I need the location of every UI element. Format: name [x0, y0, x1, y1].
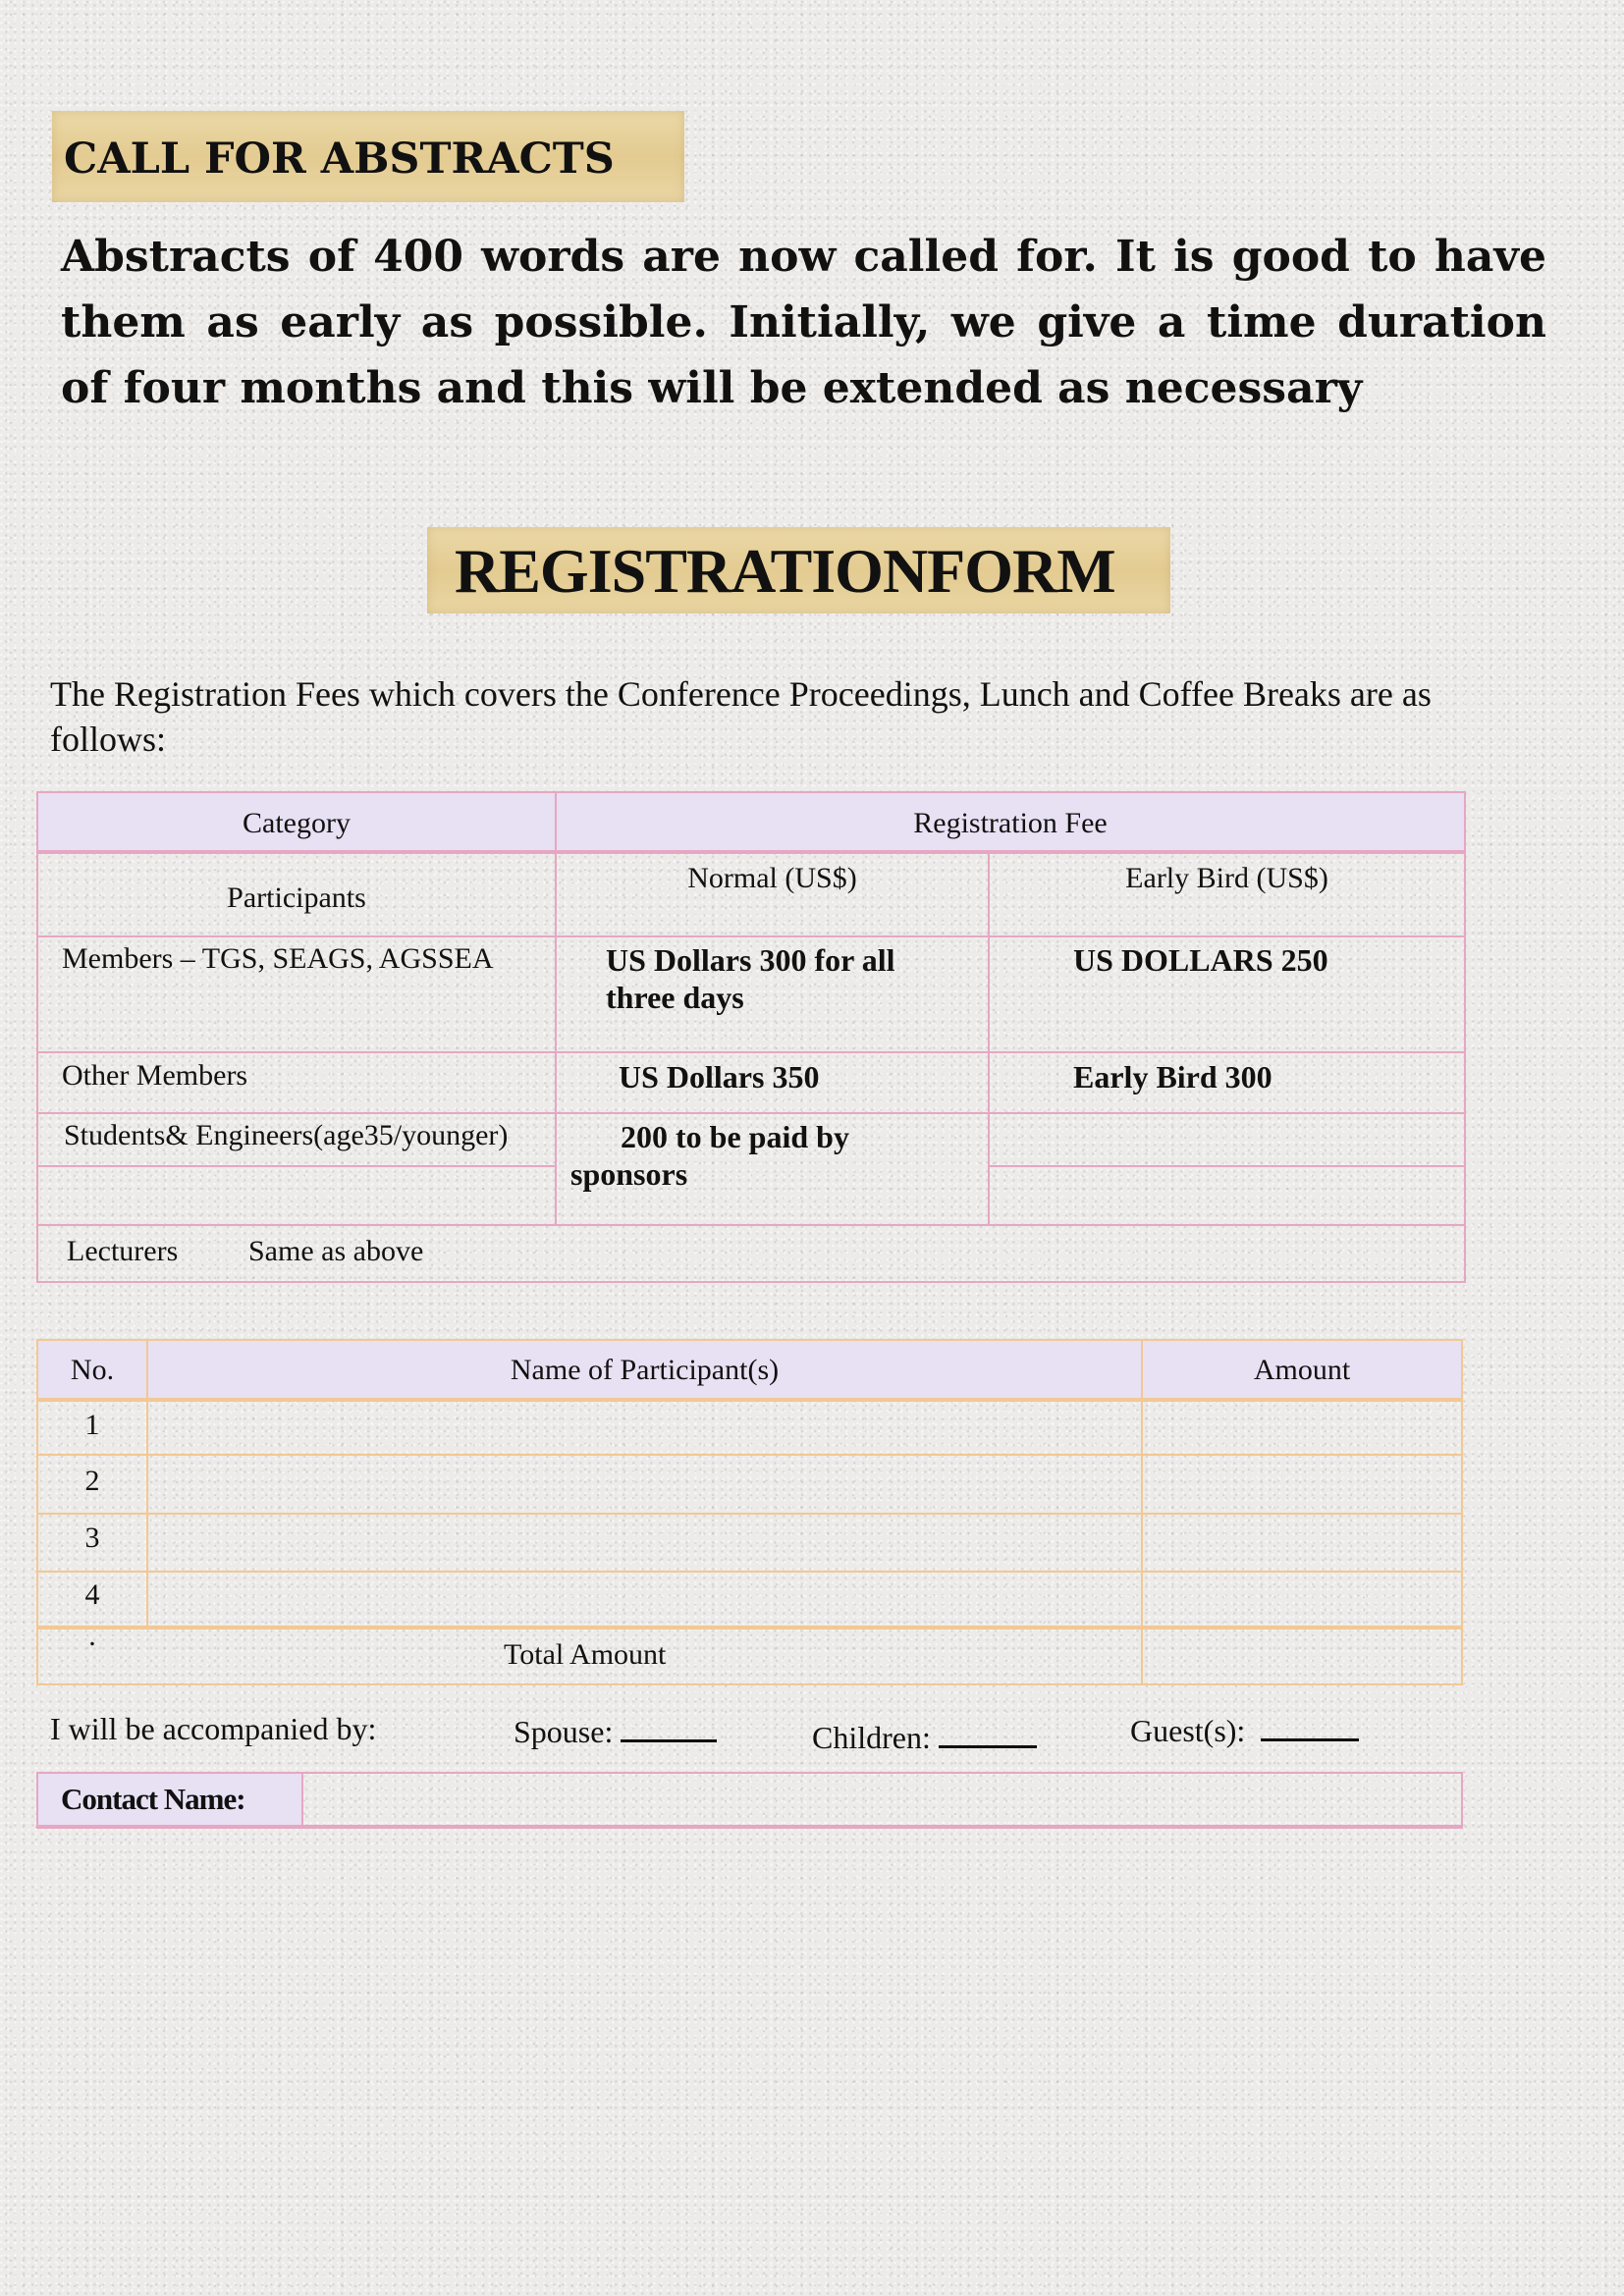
participant-name-header: Name of Participant(s) [510, 1354, 780, 1386]
spouse-field[interactable] [514, 1712, 717, 1750]
fees-border [36, 791, 38, 1283]
fee-row-normal: 200 to be paid by [621, 1119, 849, 1154]
lecturers-label: Lecturers [67, 1235, 179, 1267]
contact-border [36, 1772, 1463, 1774]
guests-blank[interactable] [1261, 1711, 1359, 1741]
total-amount-label: Total Amount [504, 1638, 667, 1671]
spouse-blank[interactable] [621, 1712, 717, 1742]
participant-row-number: 4 [84, 1578, 100, 1611]
participant-row-number: 2 [84, 1465, 100, 1497]
registration-form-heading: REGISTRATIONFORM [427, 527, 1170, 614]
contact-name-input[interactable] [304, 1775, 1460, 1825]
normal-fee-subheader: Normal (US$) [687, 862, 857, 894]
lecturers-value: Same as above [248, 1235, 424, 1267]
fees-border [555, 791, 557, 1225]
fee-row-category: Other Members [62, 1059, 248, 1092]
total-amount-cell[interactable] [1143, 1629, 1461, 1683]
fees-border [36, 791, 1466, 793]
abstract-paragraph: Abstracts of 400 words are now called for. It is good to have them as early as possible. Initially, we give a time duration of four months and this will be extended as necessary [61, 232, 1546, 413]
participants-subheader: Participants [227, 881, 366, 914]
fee-row-category: Members – TGS, SEAGS, AGSSEA [62, 942, 494, 975]
fees-border [36, 1112, 1466, 1114]
fees-border [36, 850, 1466, 854]
amount-header: Amount [1253, 1354, 1351, 1386]
fee-row-early: US DOLLARS 250 [1073, 942, 1328, 978]
participants-border [36, 1339, 1463, 1341]
fees-border [1464, 791, 1466, 1283]
participant-amount-cell[interactable] [1143, 1515, 1461, 1571]
fees-border [36, 1051, 1466, 1053]
no-header: No. [70, 1354, 115, 1386]
participant-name-cell[interactable] [148, 1456, 1141, 1513]
participants-border [1461, 1339, 1463, 1685]
participant-name-cell[interactable] [148, 1515, 1141, 1571]
early-bird-subheader: Early Bird (US$) [1125, 862, 1328, 894]
guests-label: Guest(s): [1130, 1713, 1246, 1748]
fees-border [36, 1281, 1466, 1283]
spouse-label: Spouse: [514, 1714, 614, 1749]
category-header: Category [243, 807, 351, 839]
children-blank[interactable] [939, 1718, 1037, 1748]
fee-row-early: Early Bird 300 [1073, 1059, 1272, 1095]
participant-row-number: 1 [84, 1409, 100, 1441]
contact-border [36, 1825, 1463, 1829]
fee-row-normal: US Dollars 300 for all three days [606, 942, 895, 1015]
participant-amount-cell[interactable] [1143, 1573, 1461, 1626]
registration-intro: The Registration Fees which covers the Conference Proceedings, Lunch and Coffee Breaks are as follows: [50, 674, 1432, 759]
children-field[interactable] [812, 1718, 1037, 1756]
fee-row-normal: sponsors [570, 1156, 688, 1192]
participant-name-cell[interactable] [148, 1573, 1141, 1626]
fee-row-normal: US Dollars 350 [619, 1059, 820, 1095]
participant-name-cell[interactable] [148, 1402, 1141, 1454]
contact-name-label: Contact Name: [61, 1782, 245, 1816]
accompanied-label: I will be accompanied by: [50, 1711, 377, 1746]
participant-row-number: 3 [84, 1522, 100, 1554]
fees-border [36, 1224, 1466, 1226]
fee-row-category: Students& Engineers(age35/younger) [64, 1119, 509, 1151]
participants-border [36, 1683, 1463, 1685]
guests-field[interactable] [1130, 1711, 1359, 1749]
participant-row-number: . [88, 1620, 96, 1652]
contact-border [1461, 1772, 1463, 1829]
fees-border [988, 852, 990, 1225]
fees-border [989, 1165, 1466, 1167]
fees-border [36, 1165, 557, 1167]
contact-border [301, 1772, 303, 1829]
participant-amount-cell[interactable] [1143, 1402, 1461, 1454]
contact-border [36, 1772, 38, 1829]
fees-border [36, 935, 1466, 937]
call-for-abstracts-heading: CALL FOR ABSTRACTS [52, 111, 684, 202]
children-label: Children: [812, 1720, 931, 1755]
participant-amount-cell[interactable] [1143, 1456, 1461, 1513]
registration-fee-header: Registration Fee [913, 807, 1108, 839]
